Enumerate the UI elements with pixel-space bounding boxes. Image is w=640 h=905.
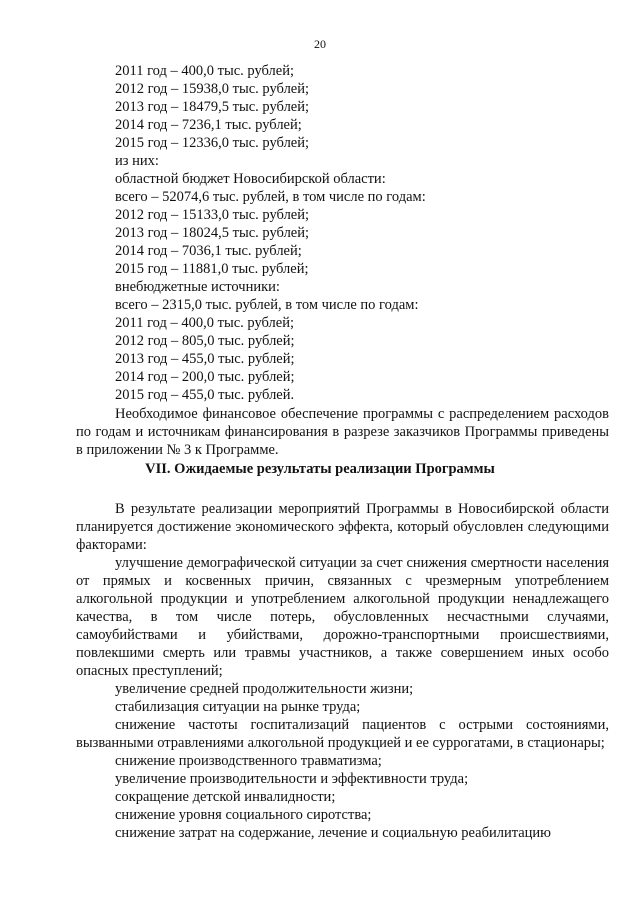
budget-line: внебюджетные источники: (115, 279, 280, 295)
factor-item: снижение уровня социального сиротства; (115, 807, 372, 823)
factor-item: увеличение производительности и эффективности труда; (115, 771, 469, 787)
results-body (76, 500, 609, 842)
budget-line: 2015 год – 11881,0 тыс. рублей; (115, 261, 309, 277)
budget-line: 2014 год – 7036,1 тыс. рублей; (115, 243, 302, 259)
budget-line: 2013 год – 18024,5 тыс. рублей; (115, 225, 310, 241)
budget-line: 2011 год – 400,0 тыс. рублей; (115, 315, 294, 331)
budget-line: 2011 год – 400,0 тыс. рублей; (115, 63, 294, 79)
budget-line: из них: (115, 153, 159, 169)
section-title: VII. Ожидаемые результаты реализации Программы (145, 461, 495, 477)
factor-item: улучшение демографической ситуации за счет снижения смертности населения от прямых и косвенных причин, связанных с чрезмерным употреблением алкогольной продукции и употреблением алкогольной продукции ненадлежащего качества, в том числе потерь, обусловленных несчастными случаями, самоубийствами и убийствами, дорожно-транспортными происшествиями, повлекшими смерть или травмы участников, а также совершением иных особо опасных преступлений; (76, 555, 609, 679)
budget-line: 2015 год – 455,0 тыс. рублей. (115, 387, 295, 403)
factor-item: снижение частоты госпитализаций пациентов с острыми состояниями, вызванными отравлениями алкогольной продукцией и ее суррогатами, в стационары; (76, 717, 609, 751)
factor-item: увеличение средней продолжительности жизни; (115, 681, 414, 697)
factor-item: стабилизация ситуации на рынке труда; (115, 699, 361, 715)
budget-line: 2013 год – 455,0 тыс. рублей; (115, 351, 295, 367)
intro-paragraph: В результате реализации мероприятий Программы в Новосибирской области планируется достижение экономического эффекта, который обусловлен следующими факторами: (76, 501, 609, 553)
financing-paragraph: Необходимое финансовое обеспечение программы с распределением расходов по годам и источникам финансирования в разрезе заказчиков Программы приведены в приложении № 3 к Программе. (76, 406, 609, 458)
factor-item: снижение производственного травматизма; (115, 753, 382, 769)
budget-line: всего – 2315,0 тыс. рублей, в том числе по годам: (115, 297, 419, 313)
budget-line: 2012 год – 805,0 тыс. рублей; (115, 333, 295, 349)
budget-line: 2014 год – 7236,1 тыс. рублей; (115, 117, 302, 133)
budget-line: областной бюджет Новосибирской области: (115, 171, 386, 187)
factor-item: сокращение детской инвалидности; (115, 789, 336, 805)
budget-line: 2015 год – 12336,0 тыс. рублей; (115, 135, 310, 151)
budget-line: 2013 год – 18479,5 тыс. рублей; (115, 99, 310, 115)
budget-line: всего – 52074,6 тыс. рублей, в том числе по годам: (115, 189, 426, 205)
financing-paragraph-block (76, 405, 609, 459)
budget-line: 2012 год – 15938,0 тыс. рублей; (115, 81, 310, 97)
budget-line: 2012 год – 15133,0 тыс. рублей; (115, 207, 310, 223)
budget-line: 2014 год – 200,0 тыс. рублей; (115, 369, 295, 385)
page-number: 20 (314, 37, 326, 51)
factor-item: снижение затрат на содержание, лечение и социальную реабилитацию (115, 825, 552, 841)
